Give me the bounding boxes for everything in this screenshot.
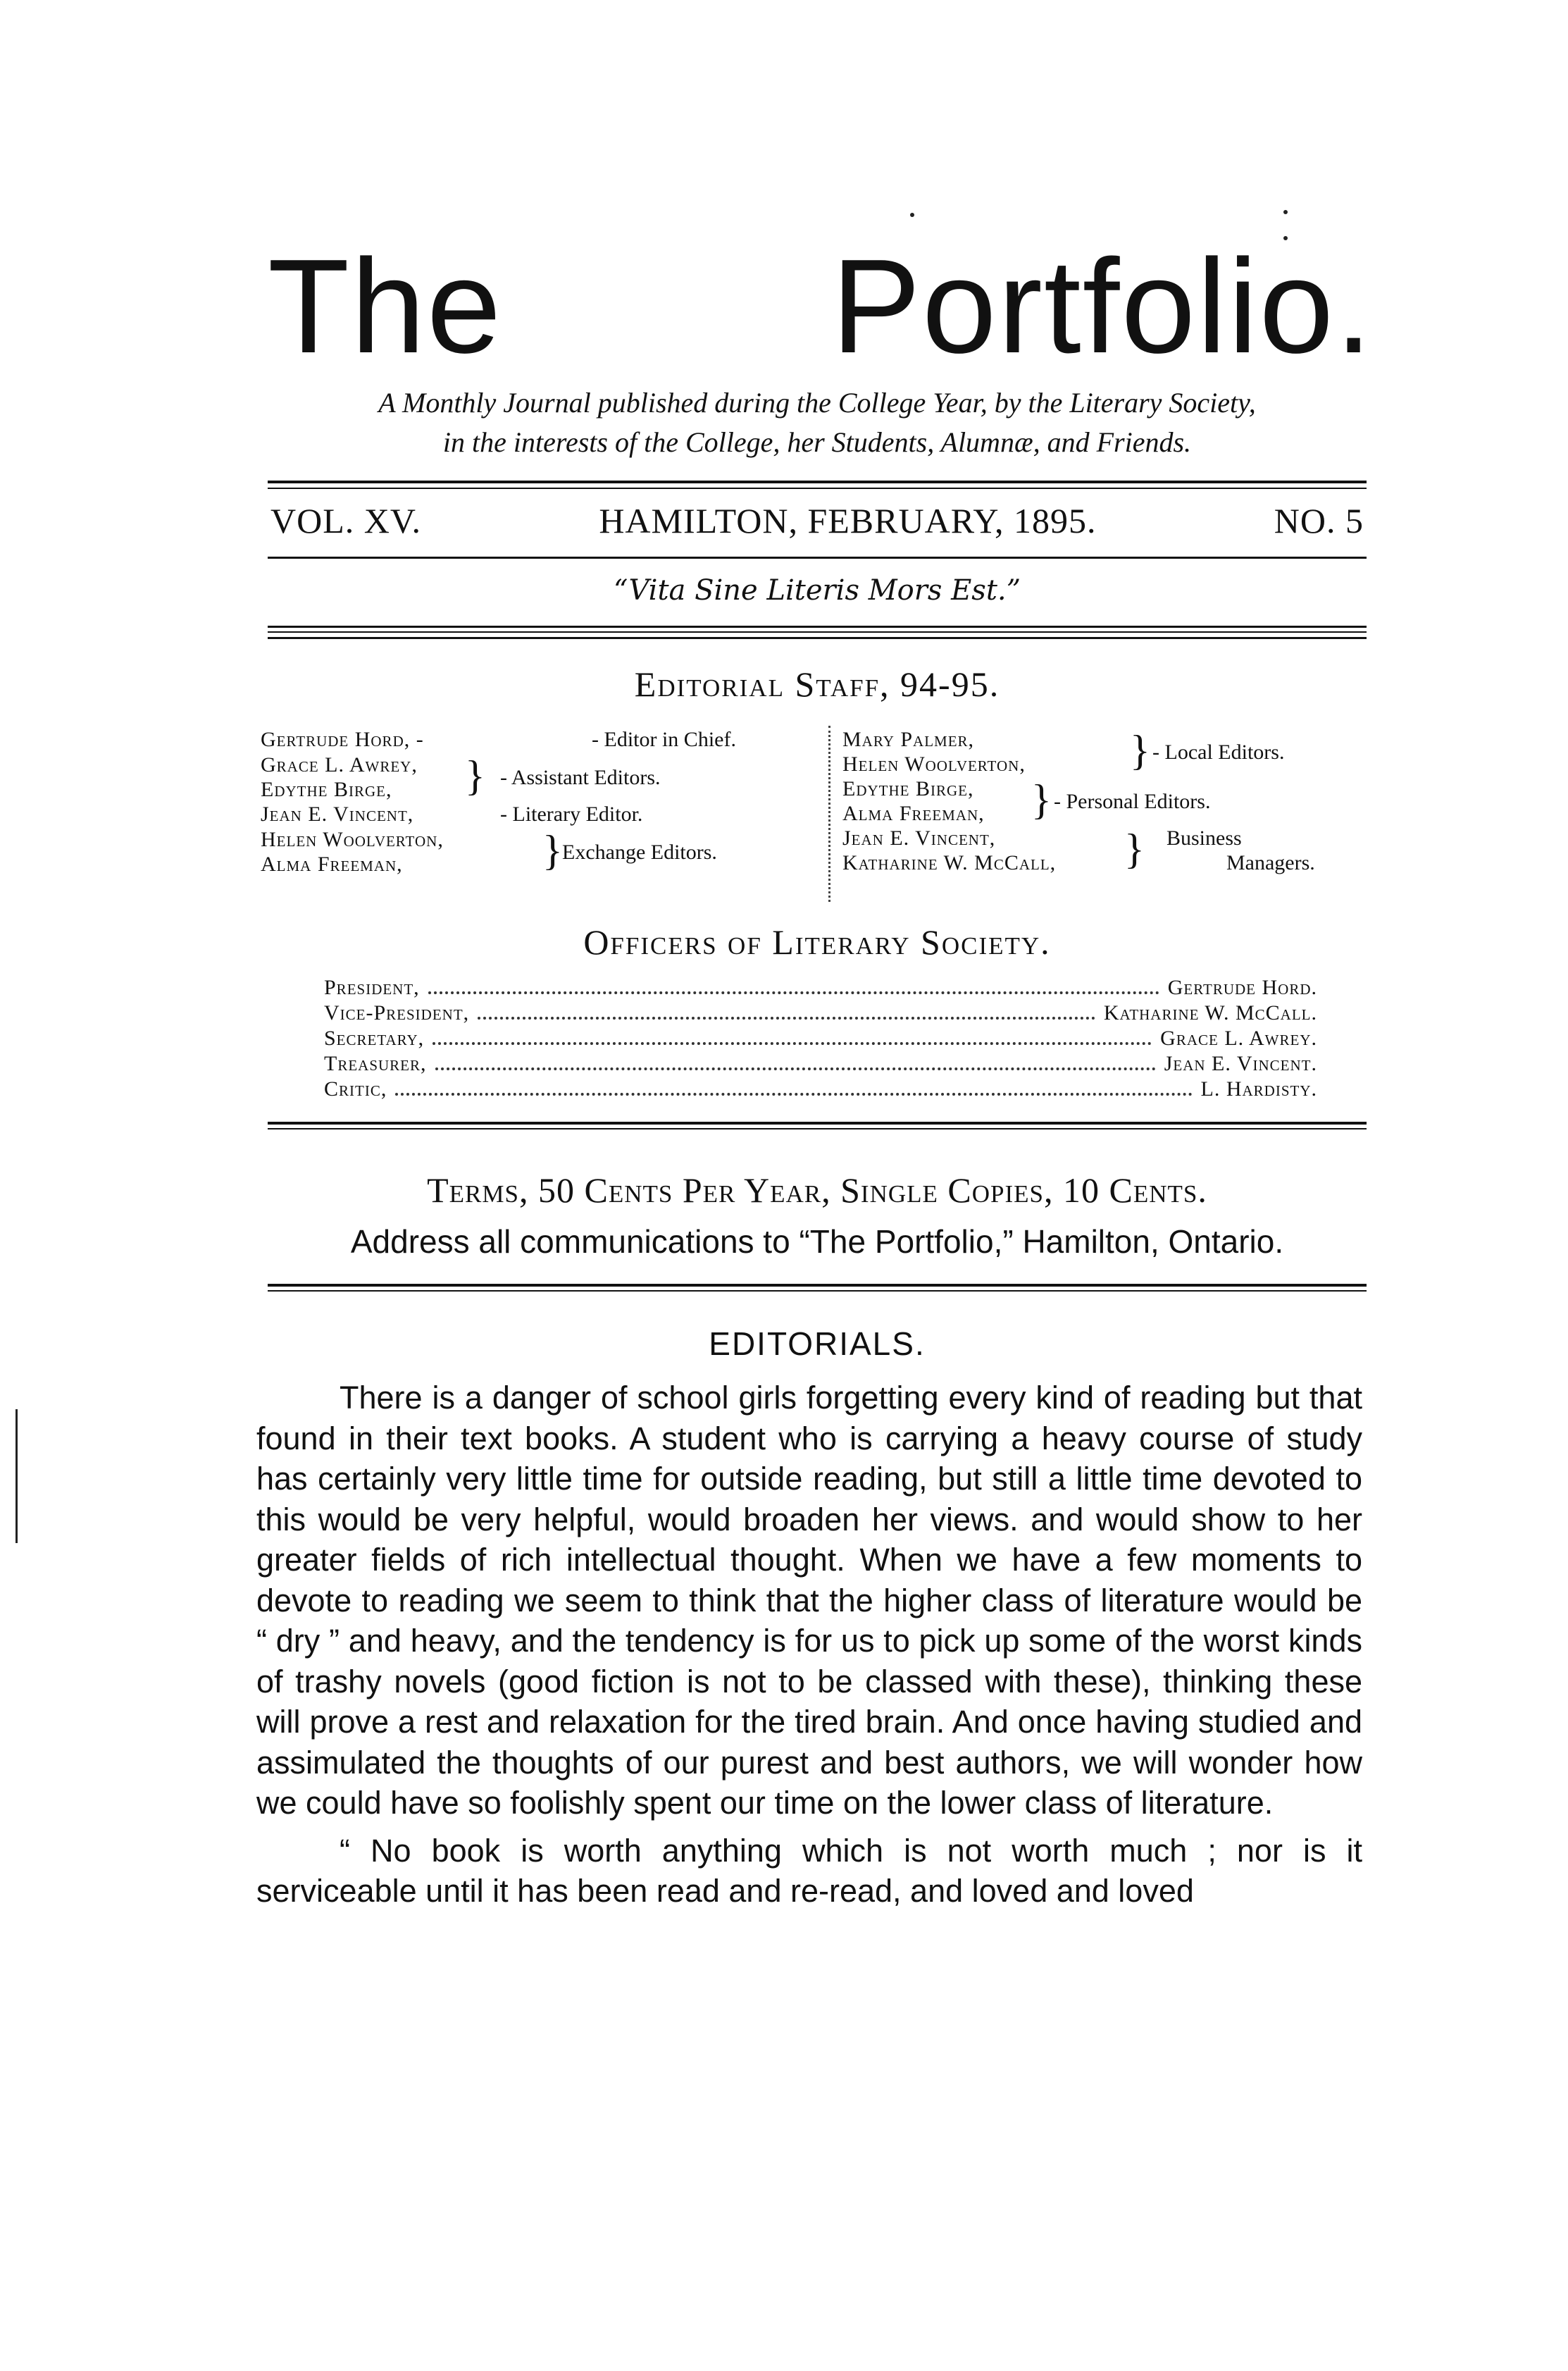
staff-role: - Editor in Chief. xyxy=(592,728,736,751)
officer-title: Treasurer, xyxy=(324,1052,427,1075)
officer-title: Vice-President, xyxy=(324,1001,470,1024)
staff-right-column xyxy=(842,727,1378,875)
divider-rule xyxy=(268,488,1367,489)
brace-mark: } xyxy=(542,827,563,874)
officers-list xyxy=(324,976,1317,1103)
motto: “Vita Sine Literis Mors Est.” xyxy=(613,574,1021,607)
divider-rule xyxy=(268,557,1367,559)
staff-name: Katharine W. McCall, xyxy=(842,851,1057,874)
brace-mark: } xyxy=(465,753,485,799)
staff-entry xyxy=(261,727,810,753)
colon-speck-mark xyxy=(1283,210,1288,214)
staff-name: Grace L. Awrey, xyxy=(261,753,418,776)
officer-title: Critic, xyxy=(324,1077,387,1101)
margin-bar xyxy=(15,1409,18,1543)
brace-mark: } xyxy=(1130,727,1150,774)
issue-number: NO. 5 xyxy=(1274,501,1364,540)
officer-row xyxy=(324,976,1317,1001)
officer-name: Grace L. Awrey. xyxy=(1160,1027,1317,1050)
mailing-address: Address all communications to “The Portfolio,” Hamilton, Ontario. xyxy=(350,1223,1284,1260)
staff-role: - Local Editors. xyxy=(1152,741,1285,764)
staff-entry xyxy=(261,827,810,877)
staff-entry xyxy=(842,776,1378,826)
title-word-the: The xyxy=(268,232,503,381)
divider-rule xyxy=(268,626,1367,628)
editorials-heading: EDITORIALS. xyxy=(709,1325,926,1362)
divider-rule xyxy=(268,1284,1367,1287)
divider-rule xyxy=(268,1290,1367,1292)
volume-label: VOL. XV. xyxy=(270,501,422,540)
divider-rule xyxy=(268,481,1367,483)
officer-name: L. Hardisty. xyxy=(1200,1077,1317,1101)
issue-info-row xyxy=(270,500,1364,541)
editorial-paragraph: “ No book is worth anything which is not worth much ; nor is it serviceable until it has been read and re-read, and loved and loved xyxy=(256,1832,1362,1909)
staff-entry xyxy=(261,802,810,827)
divider-rule xyxy=(268,1122,1367,1125)
title-word-portfolio: Portfolio. xyxy=(831,232,1374,381)
brace-mark: } xyxy=(1124,826,1145,872)
editorial-staff-heading: Editorial Staff, 94-95. xyxy=(634,664,1000,704)
officer-name: Jean E. Vincent. xyxy=(1164,1052,1317,1075)
officer-row xyxy=(324,1001,1317,1027)
column-separator xyxy=(828,726,830,902)
subscription-terms: Terms, 50 Cents Per Year, Single Copies, 10 Cents. xyxy=(427,1170,1207,1210)
staff-name: Jean E. Vincent, xyxy=(261,803,414,826)
staff-role: Exchange Editors. xyxy=(562,841,717,864)
officer-name: Gertrude Hord. xyxy=(1167,976,1317,999)
staff-left-column xyxy=(261,727,810,877)
staff-role-line: Managers. xyxy=(1226,851,1315,874)
divider-rule xyxy=(268,637,1367,639)
editorial-body xyxy=(256,1378,1362,1912)
subtitle-line-2: in the interests of the College, her Students, Alumnæ, and Friends. xyxy=(442,426,1192,458)
staff-role: - Literary Editor. xyxy=(500,803,643,826)
staff-name: Alma Freeman, xyxy=(842,802,985,825)
staff-name: Edythe Birge, xyxy=(261,778,392,801)
staff-name: Helen Woolverton, xyxy=(842,753,1026,776)
place-date: HAMILTON, FEBRUARY, 1895. xyxy=(599,501,1097,540)
officer-title: President, xyxy=(324,976,420,999)
staff-entry xyxy=(842,826,1378,875)
divider-rule xyxy=(268,631,1367,633)
staff-entry xyxy=(261,753,810,802)
staff-name: Alma Freeman, xyxy=(261,853,403,876)
dot-leader xyxy=(435,1056,1156,1070)
staff-name: Jean E. Vincent, xyxy=(842,827,996,850)
officer-name: Katharine W. McCall. xyxy=(1103,1001,1317,1024)
officer-title: Secretary, xyxy=(324,1027,425,1050)
staff-role: - Assistant Editors. xyxy=(500,766,661,789)
officer-row xyxy=(324,1027,1317,1052)
brace-mark: } xyxy=(1031,776,1052,823)
dot-leader xyxy=(478,1005,1095,1020)
officer-row xyxy=(324,1052,1317,1077)
officer-row xyxy=(324,1077,1317,1103)
officers-heading: Officers of Literary Society. xyxy=(583,922,1051,962)
dot-leader xyxy=(433,1031,1152,1045)
staff-name: Edythe Birge, xyxy=(842,777,974,800)
staff-role: - Personal Editors. xyxy=(1054,790,1211,813)
subtitle-line-1: A Monthly Journal published during the College Year, by the Literary Society, xyxy=(378,387,1256,419)
staff-entry xyxy=(842,727,1378,776)
staff-name: Helen Woolverton, xyxy=(261,828,444,851)
staff-role-line: Business xyxy=(1166,827,1242,850)
editorial-paragraph: There is a danger of school girls forgetting every kind of reading but that found in their text books. A student who is carrying a heavy course of study has certainly very little time for outside reading, but still a little time devoted to this would be very helpful, would broaden her views. and would show to her greater fields of rich intellectual thought. When we have a few moments to devote to reading we seem to think that the higher class of literature would be “ dry ” and heavy, and the tendency is for us to pick up some of the worst kinds of trashy novels (good fiction is not to be classed with these), thinking these will prove a rest and relaxation for the tired brain. And once having studied and assimulated the thoughts of our purest and best authors, we will wonder how we could have so foolishly spent our time on the lower class of literature. xyxy=(256,1380,1362,1821)
dot-leader xyxy=(395,1082,1192,1096)
dot-leader xyxy=(428,980,1159,994)
journal-title xyxy=(268,232,1374,381)
divider-rule xyxy=(268,1128,1367,1129)
speck-mark xyxy=(910,213,914,217)
staff-name: Gertrude Hord, - xyxy=(261,728,424,751)
staff-name: Mary Palmer, xyxy=(842,728,975,751)
